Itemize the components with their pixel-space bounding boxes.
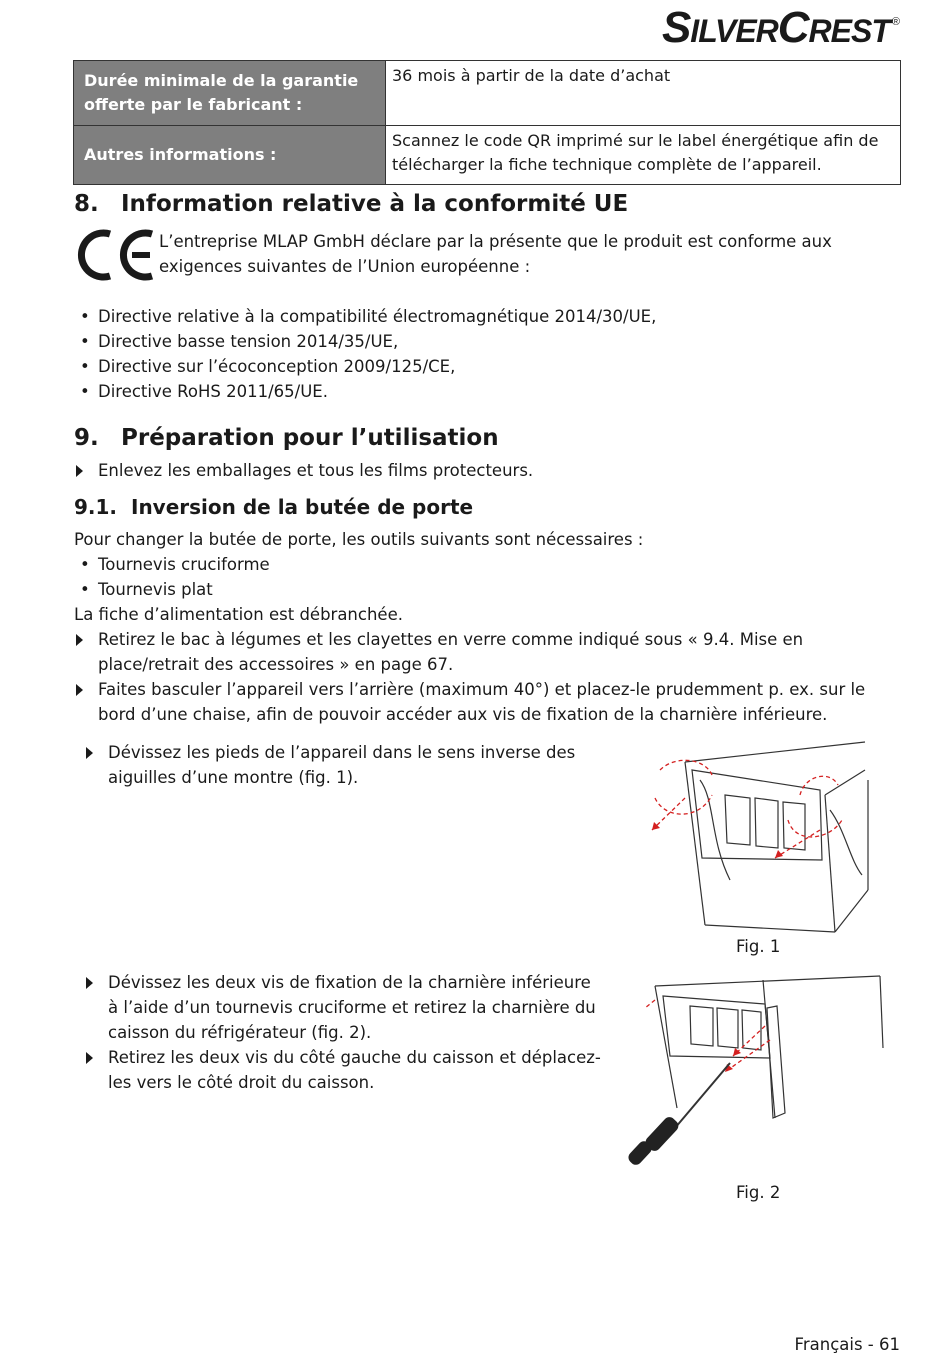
arrow-right-icon [86,1052,93,1064]
section-9-heading [74,424,499,452]
instruction-step [74,627,900,677]
logo-text: ILVER [690,13,778,49]
table-label-cell: Autres informations : [74,126,386,185]
tools-intro: Pour changer la butée de porte, les outils suivants sont nécessaires : [74,530,644,549]
fig2-steps [84,970,604,1095]
arrow-right-icon [86,977,93,989]
silvercrest-logo [661,3,900,52]
subsection-9-1-heading [74,494,473,520]
page-footer: Français - 61 [794,1335,900,1354]
arrow-right-icon [76,465,83,477]
arrow-right-icon [76,634,83,646]
list-item: • Tournevis cruciforme [74,552,900,577]
section-number: 9.1. [74,495,118,519]
figure-1-caption: Fig. 1 [736,937,781,956]
instruction-step [74,677,900,727]
figure-2-caption: Fig. 2 [736,1183,781,1202]
list-item: • Directive RoHS 2011/65/UE. [74,379,894,404]
section-8-heading [74,190,628,218]
figure-1-illustration [630,740,870,935]
table-row [74,61,901,126]
directive-list [74,304,894,404]
registered-mark: ® [891,16,900,28]
table-row [74,126,901,185]
logo-text: REST [808,13,890,49]
fig1-steps [84,740,584,790]
arrow-right-icon [76,684,83,696]
table-value-cell: Scannez le code QR imprimé sur le label énergétique afin de télécharger la fiche technique complète de l’appareil. [386,126,901,185]
step-text: Retirez les deux vis du côté gauche du caisson et déplacez-les vers le côté droit du caisson. [108,1048,601,1092]
section-number: 8. [74,191,99,217]
ce-mark-icon [74,228,156,282]
conformity-intro: L’entreprise MLAP GmbH déclare par la présente que le produit est conforme aux exigences suivantes de l’Union européenne : [159,232,832,276]
list-item: • Directive sur l’écoconception 2009/125/CE, [74,354,894,379]
list-item: • Directive basse tension 2014/35/UE, [74,329,894,354]
step-text: Dévissez les deux vis de fixation de la charnière inférieure à l’aide d’un tournevis cruciforme et retirez la charnière du caisson du réfrigérateur (fig. 2). [108,973,596,1042]
table-value-cell: 36 mois à partir de la date d’achat [386,61,901,126]
instruction-step [84,740,584,790]
step-text: Dévissez les pieds de l’appareil dans le sens inverse des aiguilles d’une montre (fig. 1). [108,743,576,787]
section-title: Inversion de la butée de porte [131,495,474,519]
instruction-step [84,970,604,1045]
table-label-cell: Durée minimale de la garantie offerte par le fabricant : [74,61,386,126]
figure-2-illustration [625,968,890,1183]
step-text: Enlevez les emballages et tous les films protecteurs. [98,461,534,480]
section-number: 9. [74,425,99,451]
precondition-text: La fiche d’alimentation est débranchée. [74,605,403,624]
section-title: Préparation pour l’utilisation [121,425,499,451]
list-item: • Tournevis plat [74,577,900,602]
arrow-right-icon [86,747,93,759]
logo-letter: C [777,3,809,52]
warranty-info-table [73,60,901,185]
instruction-step [84,1045,604,1095]
instruction-step [74,458,918,483]
section-title: Information relative à la conformité UE [121,191,629,217]
logo-letter: S [661,3,691,52]
step-text: Faites basculer l’appareil vers l’arrière (maximum 40°) et placez-le prudemment p. ex. sur le bord d’une chaise, afin de pouvoir accéder aux vis de fixation de la charnière inférieure. [98,680,866,724]
step-text: Retirez le bac à légumes et les clayettes en verre comme indiqué sous « 9.4. Mise en place/retrait des accessoires » en page 67. [98,630,804,674]
list-item: • Directive relative à la compatibilité électromagnétique 2014/30/UE, [74,304,894,329]
procedure-body [74,527,900,727]
